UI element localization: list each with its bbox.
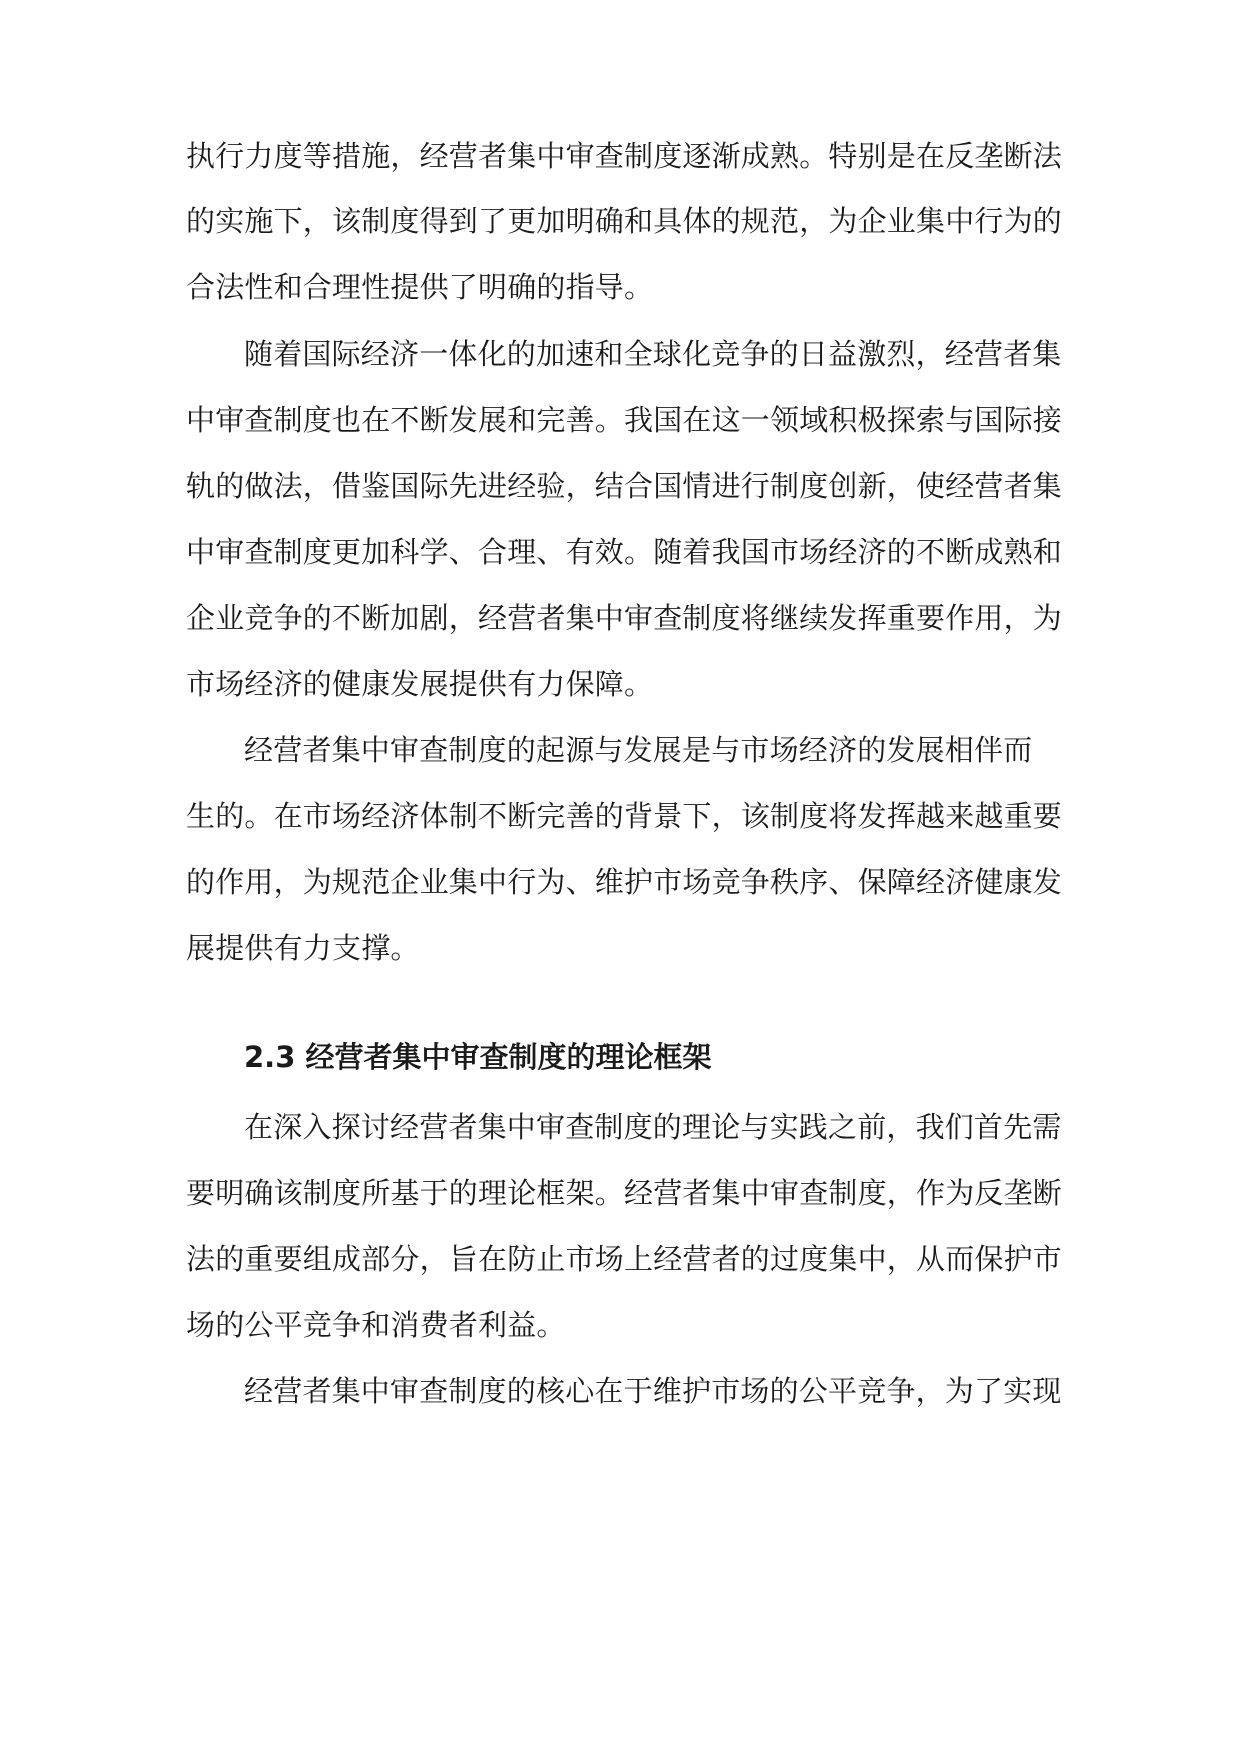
paragraph-line: 轨的做法，借鉴国际先进经验，结合国情进行制度创新，使经营者集 [186,469,1063,503]
paragraph-line: 企业竞争的不断加剧，经营者集中审查制度将继续发挥重要作用，为 [186,601,1063,635]
paragraph-line: 场的公平竞争和消费者利益。 [186,1308,566,1342]
paragraph-line: 要明确该制度所基于的理论框架。经营者集中审查制度，作为反垄断 [186,1176,1063,1210]
paragraph-line: 经营者集中审查制度的核心在于维护市场的公平竞争，为了实现 [244,1374,1062,1408]
paragraph-line: 在深入探讨经营者集中审查制度的理论与实践之前，我们首先需 [244,1110,1062,1144]
paragraph-line: 的作用，为规范企业集中行为、维护市场竞争秩序、保障经济健康发 [186,865,1063,899]
paragraph-line: 市场经济的健康发展提供有力保障。 [186,667,654,701]
paragraph-line: 合法性和合理性提供了明确的指导。 [186,270,654,304]
paragraph-line: 经营者集中审查制度的起源与发展是与市场经济的发展相伴而 [244,733,1033,767]
paragraph-line: 随着国际经济一体化的加速和全球化竞争的日益激烈，经营者集 [244,337,1062,371]
section-heading: 2.3 经营者集中审查制度的理论框架 [244,1040,712,1074]
paragraph-line: 展提供有力支撑。 [186,931,420,965]
paragraph-line: 生的。在市场经济体制不断完善的背景下，该制度将发挥越来越重要 [186,799,1063,833]
paragraph-line: 中审查制度也在不断发展和完善。我国在这一领域积极探索与国际接 [186,403,1063,437]
paragraph-line: 中审查制度更加科学、合理、有效。随着我国市场经济的不断成熟和 [186,535,1063,569]
paragraph-line: 法的重要组成部分，旨在防止市场上经营者的过度集中，从而保护市 [186,1242,1063,1276]
paragraph-line: 的实施下，该制度得到了更加明确和具体的规范，为企业集中行为的 [186,204,1063,238]
paragraph-line: 执行力度等措施，经营者集中审查制度逐渐成熟。特别是在反垄断法 [186,139,1063,173]
